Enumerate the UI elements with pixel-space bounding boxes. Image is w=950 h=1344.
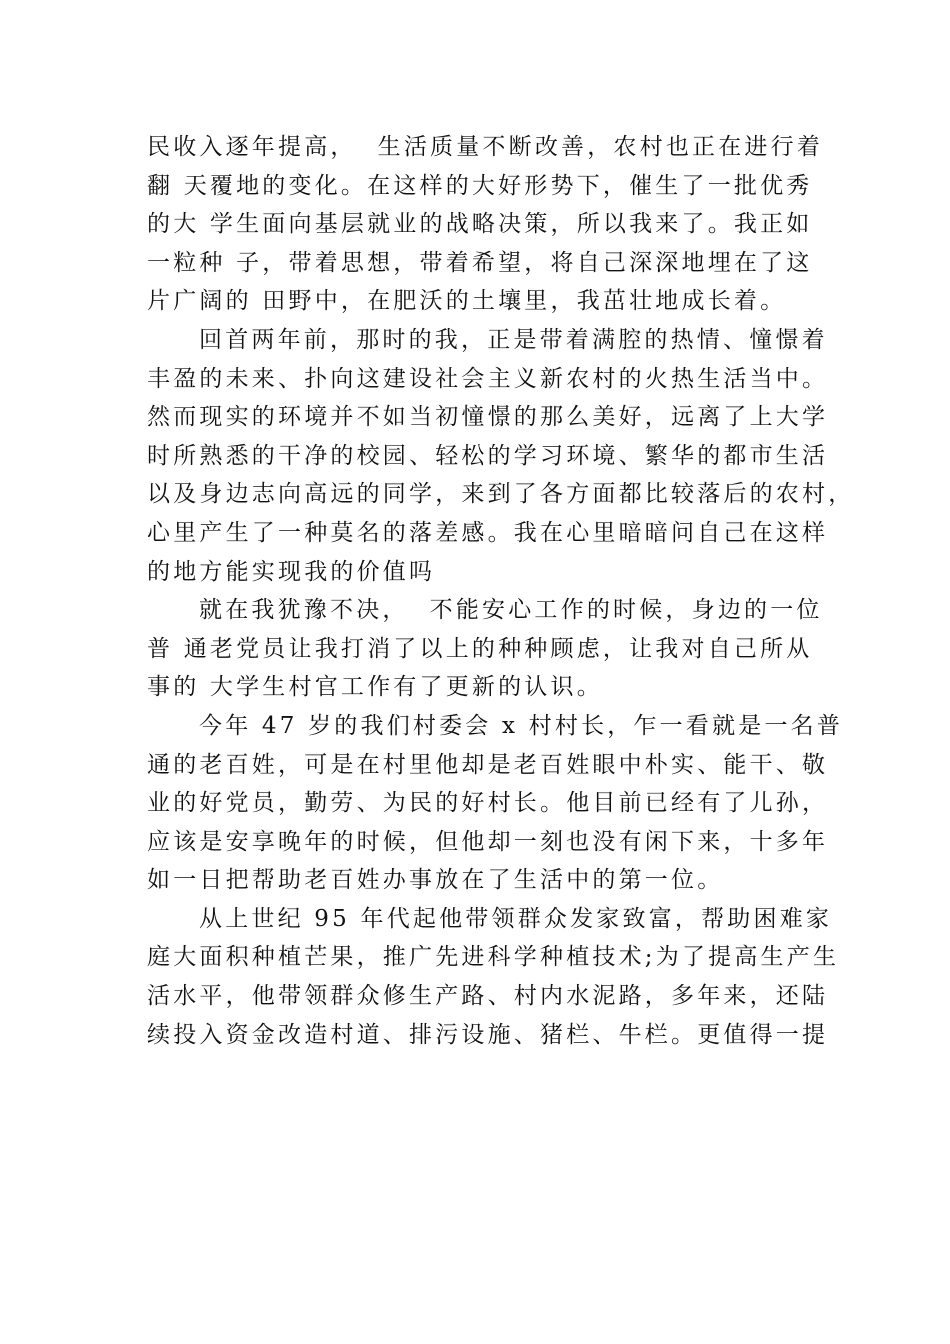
text-line: 然而现实的环境并不如当初憧憬的那么美好，远离了上大学 — [147, 404, 829, 431]
paragraph-1 — [147, 128, 827, 321]
text-line: 片广阔的 田野中，在肥沃的土壤里，我茁壮地成长着。 — [147, 288, 787, 315]
document-body — [147, 128, 855, 1054]
text-line-indented — [147, 707, 844, 746]
text-line: 从上世纪 95 年代起他带领群众发家致富，帮助困难家 — [199, 905, 833, 932]
text-line-indented — [147, 900, 833, 939]
paragraph-5 — [147, 900, 840, 1054]
text-line: 活水平，他带领群众修生产路、村内水泥路，多年来，还陆 — [147, 983, 829, 1010]
text-line: 一粒种 子，带着思想，带着希望，将自己深深地埋在了这 — [147, 249, 813, 276]
text-line: 丰盈的未来、扑向这建设社会主义新农村的火热生活当中。 — [147, 365, 829, 392]
text-line: 民收入逐年提高， 生活质量不断改善，农村也正在进行着 — [147, 134, 824, 160]
text-line: 心里产生了一种莫名的落差感。我在心里暗暗问自己在这样 — [147, 519, 829, 546]
text-line: 事的 大学生村官工作有了更新的认识。 — [147, 674, 603, 701]
text-line: 回首两年前，那时的我，正是带着满腔的热情、憧憬着 — [199, 326, 828, 353]
text-line: 时所熟悉的干净的校园、轻松的学习环境、繁华的都市生活 — [147, 442, 829, 469]
text-line: 就在我犹豫不决， 不能安心工作的时候，身边的一位 — [199, 597, 823, 624]
paragraph-2 — [147, 321, 855, 591]
text-line-indented — [147, 591, 827, 630]
text-line: 今年 47 岁的我们村委会 x 村村长，乍一看就是一名普 — [199, 712, 844, 739]
text-line: 业的好党员，勤劳、为民的好村长。他目前已经有了儿孙， — [147, 790, 829, 817]
paragraph-4 — [147, 707, 844, 900]
text-line: 通的老百姓，可是在村里他却是老百姓眼中朴实、能干、敬 — [147, 751, 829, 778]
text-line: 庭大面积种植芒果，推广先进科学种植技术;为了提高生产生 — [147, 944, 840, 971]
text-line: 翻 天覆地的变化。在这样的大好形势下，催生了一批优秀 — [147, 172, 813, 199]
text-line: 的地方能实现我的价值吗 — [147, 558, 436, 585]
text-line: 续投入资金改造村道、排污设施、猪栏、牛栏。更值得一提 — [147, 1021, 829, 1048]
text-line: 的大 学生面向基层就业的战略决策，所以我来了。我正如 — [147, 211, 813, 238]
paragraph-3 — [147, 591, 827, 707]
text-line: 以及身边志向高远的同学，来到了各方面都比较落后的农村， — [147, 481, 855, 508]
text-line: 如一日把帮助老百姓办事放在了生活中的第一位。 — [147, 867, 724, 894]
text-line-indented — [147, 321, 827, 360]
text-line: 普 通老党员让我打消了以上的种种顾虑，让我对自己所从 — [147, 635, 813, 662]
text-line: 应该是安享晚年的时候，但他却一刻也没有闲下来，十多年 — [147, 828, 829, 855]
